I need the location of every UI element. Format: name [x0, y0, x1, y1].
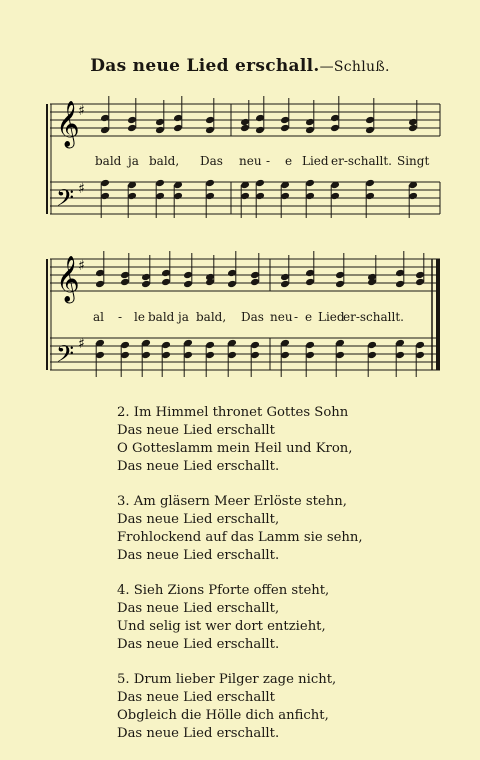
lyric-syllable: Singt [397, 154, 430, 168]
sharp-icon: ♯ [78, 258, 85, 274]
verse-line: Frohlockend auf das Lamm sie sehn, [117, 530, 363, 545]
lyric-syllable: Das [200, 154, 223, 168]
verse-line: Das neue Lied erschallt. [117, 548, 280, 563]
verses [117, 404, 457, 760]
verse-line: Das neue Lied erschallt [117, 423, 275, 438]
lyric-syllable: al [93, 310, 104, 324]
verse-line: Das neue Lied erschallt, [117, 601, 280, 616]
lyric-syllable: - [294, 310, 299, 324]
verse-2 [117, 404, 457, 476]
lyric-syllable: Lied [302, 154, 329, 168]
bass-clef-icon: 𝄢 [56, 184, 75, 217]
hymn-title-suffix: —Schluß. [319, 59, 390, 75]
verse-5 [117, 671, 457, 743]
lyric-syllable: er-schallt. [343, 310, 404, 324]
lyric-syllable: le [134, 310, 145, 324]
lyric-syllable: Lied [318, 310, 345, 324]
notes [95, 96, 425, 377]
treble-clef-icon: 𝄞 [56, 101, 80, 147]
verse-line: Und selig ist wer dort entzieht, [117, 619, 326, 634]
lyric-syllable: ja [178, 310, 189, 324]
lyric-syllable: ja [128, 154, 139, 168]
sharp-icon: ♯ [78, 336, 85, 352]
verse-line: Das neue Lied erschallt [117, 690, 275, 705]
lyric-syllable: bald, [149, 154, 180, 168]
lyric-syllable: neu [239, 154, 262, 168]
lyric-syllable: e [305, 310, 313, 324]
hymn-title-main: Das neue Lied erschall. [90, 56, 320, 76]
verse-line: O Gotteslamm mein Heil und Kron, [117, 441, 353, 456]
verse-line: 3. Am gläsern Meer Erlöste stehn, [117, 494, 347, 509]
verse-4 [117, 582, 457, 654]
sharp-icon: ♯ [78, 103, 85, 119]
lyric-syllable: neu [270, 310, 293, 324]
verse-3 [117, 493, 457, 565]
verse-line: Das neue Lied erschallt. [117, 726, 280, 741]
verse-line: 5. Drum lieber Pilger zage nicht, [117, 672, 337, 687]
verse-line: Das neue Lied erschallt, [117, 512, 280, 527]
staff-lines [47, 104, 440, 370]
verse-line: 4. Sieh Zions Pforte offen steht, [117, 583, 330, 598]
lyric-syllable: bald [148, 310, 175, 324]
lyric-syllable: er-schallt. [331, 154, 392, 168]
lyrics-line-2 [93, 310, 404, 324]
verse-line: Das neue Lied erschallt. [117, 459, 280, 474]
sharp-icon: ♯ [78, 181, 85, 197]
verse-line: Obgleich die Hölle dich anficht, [117, 708, 329, 723]
lyric-syllable: bald [95, 154, 122, 168]
lyric-syllable: - [118, 310, 123, 324]
lyric-syllable: bald, [196, 310, 227, 324]
lyric-syllable: Das [241, 310, 264, 324]
verse-line: 2. Im Himmel thronet Gottes Sohn [117, 405, 349, 420]
clefs [56, 101, 85, 373]
lyric-syllable: e [285, 154, 293, 168]
bass-clef-icon: 𝄢 [56, 340, 75, 373]
verse-line: Das neue Lied erschallt. [117, 637, 280, 652]
treble-clef-icon: 𝄞 [56, 256, 80, 302]
lyrics-line-1 [95, 154, 429, 168]
lyric-syllable: - [266, 154, 271, 168]
